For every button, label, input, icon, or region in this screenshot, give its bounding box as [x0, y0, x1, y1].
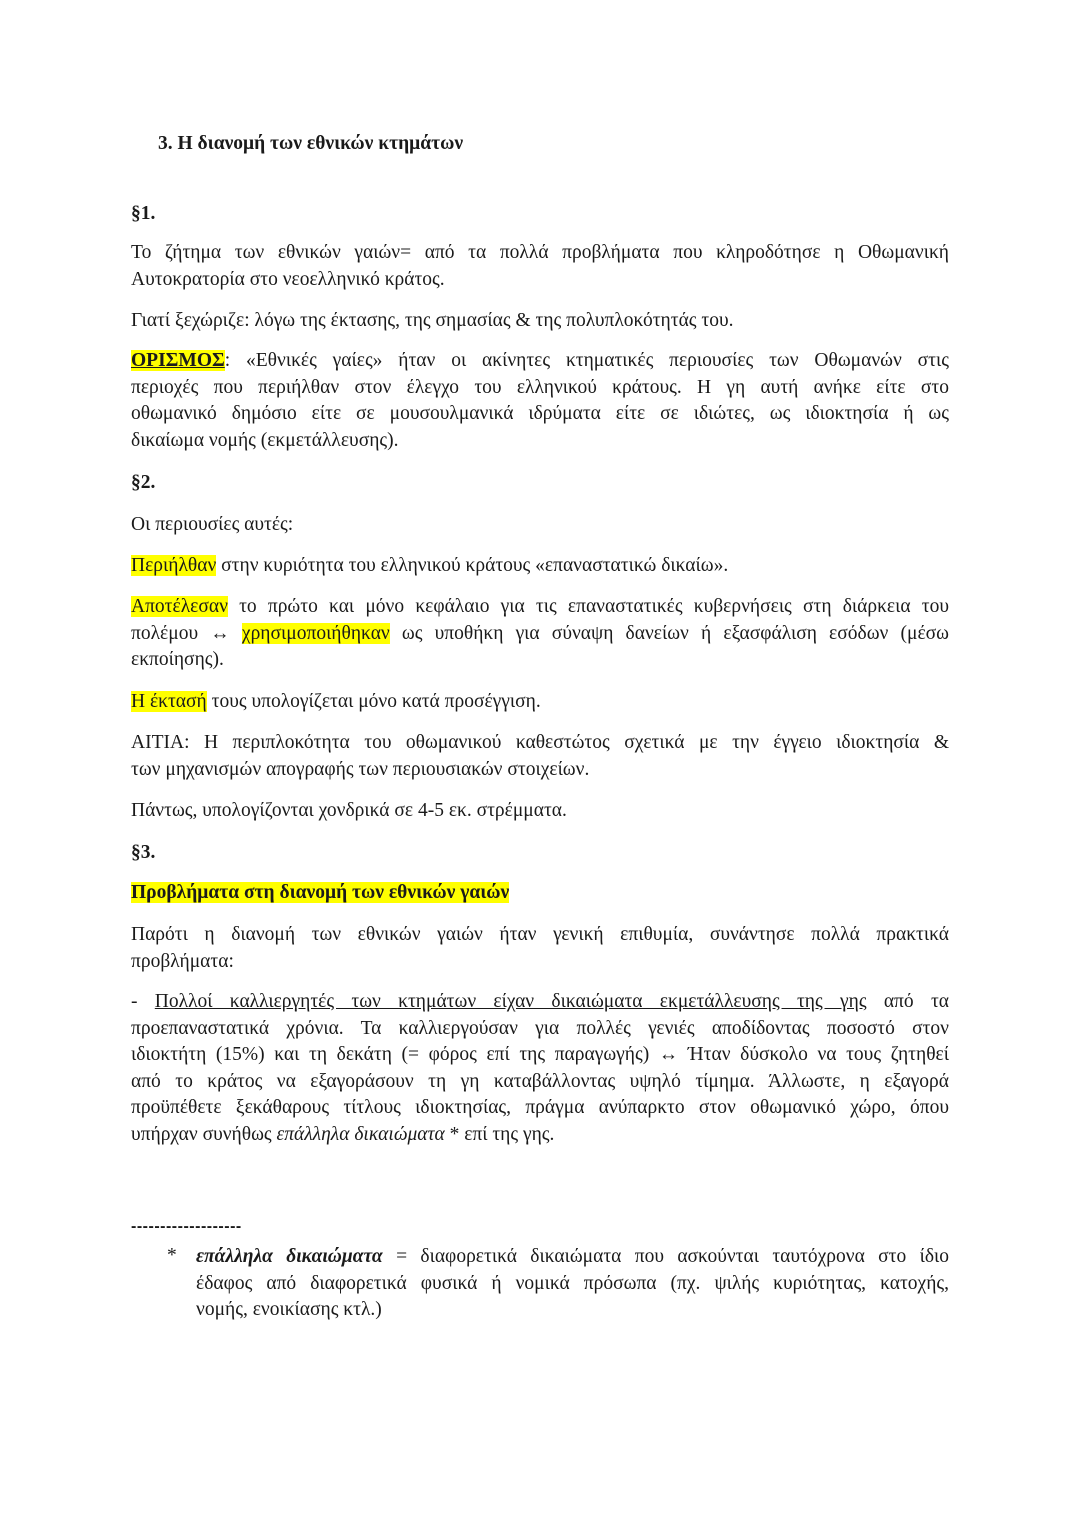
footnote-term: επάλληλα δικαιώματα: [196, 1246, 383, 1267]
why-sentence: Γιατί ξεχώριζε: λόγω της έκτασης, της σημασίας & της πολυπλοκότητάς του.: [131, 310, 734, 331]
definition-label: ΟΡΙΣΜΟΣ: [131, 350, 225, 371]
italic-term: επάλληλα δικαιώματα: [276, 1123, 445, 1145]
problems-intro: Παρότι η διανομή των εθνικών γαιών ήταν γενική επιθυμία, συνάντησε πολλά πρακτικά προβλήματα:: [131, 924, 949, 972]
point-c: Η έκτασή τους υπολογίζεται μόνο κατά προσέγγιση.: [131, 691, 541, 712]
underlined-phrase: Πολλοί καλλιεργητές των κτημάτων είχαν δικαιώματα εκμετάλλευσης της γης: [154, 991, 867, 1012]
footnote-star: *: [167, 1245, 177, 1266]
bullet-paragraph: - Πολλοί καλλιεργητές των κτημάτων είχαν δικαιώματα εκμετάλλευσης της γης από τα προεπαναστατικά χρόνια. Τα καλλιεργούσαν για πολλές γενιές αποδίδοντας ποσοστό στον ιδιοκτήτη (15%) και τη δεκάτη (= φόρος επί της παραγωγής) ↔ Ήταν δύσκολο να τους ζητηθεί από το κράτος να εξαγοράσουν τη γη καταβάλλοντας υψηλό τίμημα. Άλλωστε, η εξαγορά προϋπέθετε ξεκάθαρους τίτλους ιδιοκτησίας, πράγμα ανύπαρκτο στον οθωμανικό χώρο, όπου υπήρχαν συνήθως επάλληλα δικαιώματα * επί της γης.: [131, 991, 949, 1145]
subheading: Προβλήματα στη διανομή των εθνικών γαιών: [131, 882, 510, 903]
footnote-separator: -------------------: [131, 1218, 242, 1235]
definition-paragraph: ΟΡΙΣΜΟΣ: «Εθνικές γαίες» ήταν οι ακίνητες κτηματικές περιουσίες των Οθωμανών στις περιοχές που περιήλθαν στον έλεγχο του ελληνικού κράτους. Η γη αυτή ανήκε είτε στο οθωμανικό δημόσιο είτε σε μουσουλμανικά ιδρύματα είτε σε ιδιώτες, ως ιδιοκτησία ή ως δικαίωμα νομής (εκμετάλλευσης).: [131, 350, 949, 451]
intro-paragraph: Το ζήτημα των εθνικών γαιών= από τα πολλά προβλήματα που κληροδότησε η Οθωμανική Αυτοκρατορία στο νεοελληνικό κράτος.: [131, 242, 949, 290]
properties-intro: Οι περιουσίες αυτές:: [131, 514, 294, 535]
estimate-sentence: Πάντως, υπολογίζονται χονδρικά σε 4-5 εκ. στρέμματα.: [131, 800, 567, 821]
paragraph-mark-3: §3.: [131, 842, 156, 863]
cause-paragraph: ΑΙΤΙΑ: Η περιπλοκότητα του οθωμανικού καθεστώτος σχετικά με την έγγειο ιδιοκτησία & των μηχανισμών απογραφής των περιουσιακών στοιχείων.: [131, 732, 949, 780]
highlight-term: χρησιμοποιήθηκαν: [241, 622, 390, 644]
section-title: 3. Η διανομή των εθνικών κτημάτων: [158, 133, 464, 154]
footnote-text: επάλληλα δικαιώματα = διαφορετικά δικαιώματα που ασκούνται ταυτόχρονα στο ίδιο έδαφος από διαφορετικά φυσικά ή νομικά πρόσωπα (πχ. ψιλής κυριότητας, κατοχής, νομής, ενοικίασης κτλ.): [196, 1246, 950, 1320]
highlight-term: Αποτέλεσαν: [131, 596, 228, 617]
highlight-term: Περιήλθαν: [131, 555, 217, 576]
highlight-term: Η έκτασή: [131, 691, 207, 712]
point-b: Αποτέλεσαν το πρώτο και μόνο κεφάλαιο για τις επαναστατικές κυβερνήσεις στη διάρκεια του πολέμου ↔ χρησιμοποιήθηκαν ως υποθήκη για σύναψη δανείων ή εξασφάλιση εσόδων (μέσω εκποίησης).: [131, 596, 949, 670]
paragraph-mark-1: §1.: [131, 203, 156, 224]
paragraph-mark-2: §2.: [131, 472, 156, 493]
point-a: Περιήλθαν στην κυριότητα του ελληνικού κράτους «επαναστατικώ δικαίω».: [131, 555, 729, 576]
